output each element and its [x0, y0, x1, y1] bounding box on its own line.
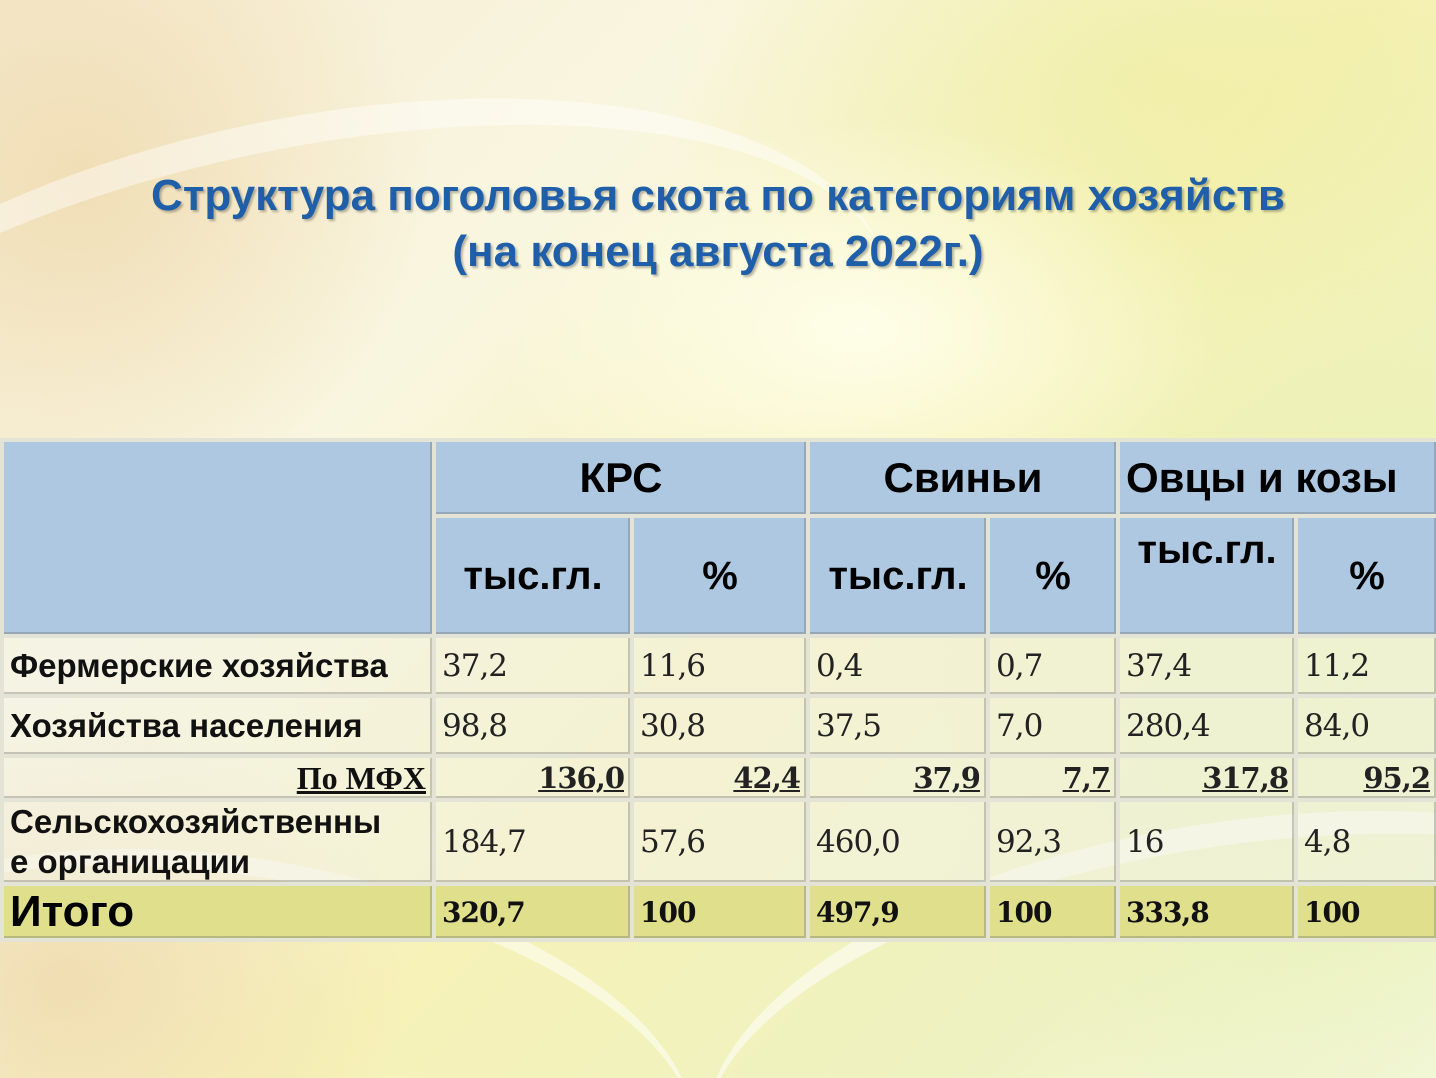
table-cell: 0,4 [808, 636, 988, 696]
table-cell: 100 [632, 884, 808, 940]
row-label: Хозяйства населения [2, 696, 434, 756]
header-unit-cattle-heads: тыс.гл. [434, 516, 632, 636]
table-cell: 37,9 [808, 756, 988, 800]
header-group-sheep-goats: Овцы и козы [1118, 440, 1436, 516]
table-cell: 100 [988, 884, 1118, 940]
header-group-pigs: Свиньи [808, 440, 1118, 516]
table-row-farms [2, 636, 1436, 696]
table-cell: 317,8 [1118, 756, 1296, 800]
slide-title-line1: Структура поголовья скота по категориям хозяйств [151, 171, 1285, 220]
slide-title [0, 168, 1436, 280]
header-unit-sheep-heads: тыс.гл. [1118, 516, 1296, 636]
header-group-cattle: КРС [434, 440, 808, 516]
row-label: Фермерские хозяйства [2, 636, 434, 696]
table-cell: 497,9 [808, 884, 988, 940]
table-cell: 7,7 [988, 756, 1118, 800]
row-label [2, 800, 434, 884]
header-unit-sheep-percent: % [1296, 516, 1436, 636]
table-cell: 37,5 [808, 696, 988, 756]
total-label: Итого [2, 884, 434, 940]
table-row-total [2, 884, 1436, 940]
table-cell: 30,8 [632, 696, 808, 756]
slide-title-line2: (на конец августа 2022г.) [452, 227, 984, 276]
row-label-line1: Сельскохозяйственны [10, 803, 382, 840]
header-corner-cell [2, 440, 434, 636]
header-row-groups [2, 440, 1436, 516]
table-cell: 4,8 [1296, 800, 1436, 884]
table-cell: 84,0 [1296, 696, 1436, 756]
table-cell: 95,2 [1296, 756, 1436, 800]
table-cell: 57,6 [632, 800, 808, 884]
table-row-agri-orgs [2, 800, 1436, 884]
table-cell: 11,6 [632, 636, 808, 696]
table-cell: 100 [1296, 884, 1436, 940]
table-cell: 333,8 [1118, 884, 1296, 940]
table-cell: 37,2 [434, 636, 632, 696]
row-label-line2: е органицации [10, 843, 251, 880]
table-cell: 92,3 [988, 800, 1118, 884]
livestock-table [0, 438, 1436, 942]
table-cell: 136,0 [434, 756, 632, 800]
table-cell: 7,0 [988, 696, 1118, 756]
table-cell: 0,7 [988, 636, 1118, 696]
table-cell: 16 [1118, 800, 1296, 884]
header-unit-pigs-percent: % [988, 516, 1118, 636]
header-unit-cattle-percent: % [632, 516, 808, 636]
table-row-mfh-subtotal [2, 756, 1436, 800]
table-cell: 98,8 [434, 696, 632, 756]
table-cell: 42,4 [632, 756, 808, 800]
table-cell: 320,7 [434, 884, 632, 940]
table-cell: 37,4 [1118, 636, 1296, 696]
header-unit-pigs-heads: тыс.гл. [808, 516, 988, 636]
table-cell: 184,7 [434, 800, 632, 884]
table-cell: 11,2 [1296, 636, 1436, 696]
table-row-households [2, 696, 1436, 756]
table-cell: 280,4 [1118, 696, 1296, 756]
row-label: По МФХ [2, 756, 434, 800]
table-cell: 460,0 [808, 800, 988, 884]
